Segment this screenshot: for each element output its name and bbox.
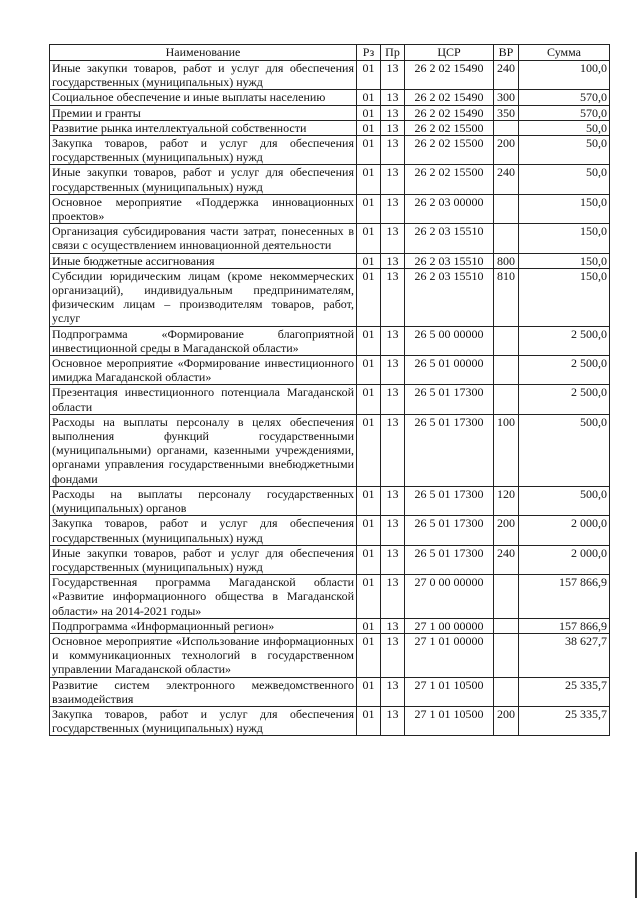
table-row [50,136,610,165]
cell-name: Закупка товаров, работ и услуг для обеспечения государственных (муниципальных) нужд [50,706,357,735]
cell-pr: 13 [381,326,405,355]
cell-pr: 13 [381,224,405,253]
cell-rz: 01 [357,545,381,574]
cell-csr: 26 2 03 15510 [405,253,494,268]
cell-sum: 2 000,0 [519,516,610,545]
cell-sum: 38 627,7 [519,633,610,677]
cell-pr: 13 [381,633,405,677]
table-row [50,90,610,105]
cell-pr: 13 [381,120,405,135]
cell-name: Государственная программа Магаданской области «Развитие информационного общества в Магаданской области» на 2014-2021 годы» [50,575,357,619]
table-row [50,224,610,253]
table-row [50,268,610,326]
cell-pr: 13 [381,356,405,385]
cell-rz: 01 [357,194,381,223]
cell-vr: 240 [494,61,519,90]
table-row [50,61,610,90]
cell-sum: 50,0 [519,120,610,135]
cell-csr: 26 5 01 17300 [405,385,494,414]
cell-name: Организация субсидирования части затрат, понесенных в связи с осуществлением инновационной деятельности [50,224,357,253]
cell-csr: 26 2 02 15500 [405,120,494,135]
cell-name: Премии и гранты [50,105,357,120]
cell-name: Основное мероприятие «Использование информационных и коммуникационных технологий в государственном управлении Магаданской области» [50,633,357,677]
cell-sum: 570,0 [519,105,610,120]
header-sum: Сумма [519,45,610,61]
cell-csr: 26 2 03 15510 [405,268,494,326]
cell-sum: 2 000,0 [519,545,610,574]
table-row [50,677,610,706]
cell-vr [494,677,519,706]
cell-rz: 01 [357,165,381,194]
header-rz: Рз [357,45,381,61]
cell-vr [494,356,519,385]
table-row [50,253,610,268]
cell-sum: 150,0 [519,268,610,326]
cell-name: Закупка товаров, работ и услуг для обеспечения государственных (муниципальных) нужд [50,136,357,165]
cell-vr [494,385,519,414]
table-row [50,486,610,515]
table-row [50,706,610,735]
header-csr: ЦСР [405,45,494,61]
cell-rz: 01 [357,224,381,253]
cell-csr: 26 2 03 15510 [405,224,494,253]
cell-vr: 120 [494,486,519,515]
table-row [50,194,610,223]
cell-csr: 26 5 01 17300 [405,545,494,574]
header-pr: Пр [381,45,405,61]
cell-vr [494,326,519,355]
cell-csr: 26 5 00 00000 [405,326,494,355]
cell-pr: 13 [381,486,405,515]
cell-sum: 25 335,7 [519,677,610,706]
cell-rz: 01 [357,105,381,120]
cell-pr: 13 [381,90,405,105]
cell-rz: 01 [357,706,381,735]
cell-vr: 800 [494,253,519,268]
cell-sum: 2 500,0 [519,326,610,355]
cell-csr: 27 1 01 10500 [405,677,494,706]
table-row [50,414,610,486]
cell-csr: 26 2 02 15500 [405,136,494,165]
cell-csr: 26 2 02 15500 [405,165,494,194]
cell-sum: 100,0 [519,61,610,90]
cell-name: Иные бюджетные ассигнования [50,253,357,268]
cell-pr: 13 [381,545,405,574]
cell-sum: 157 866,9 [519,618,610,633]
cell-sum: 50,0 [519,136,610,165]
cell-vr: 300 [494,90,519,105]
table-row [50,516,610,545]
cell-csr: 26 5 01 17300 [405,516,494,545]
table-row [50,165,610,194]
table-row [50,356,610,385]
cell-vr [494,194,519,223]
cell-pr: 13 [381,516,405,545]
cell-rz: 01 [357,268,381,326]
cell-pr: 13 [381,268,405,326]
cell-pr: 13 [381,194,405,223]
cell-csr: 26 5 01 00000 [405,356,494,385]
cell-csr: 26 2 02 15490 [405,105,494,120]
cell-sum: 150,0 [519,194,610,223]
table-row [50,633,610,677]
cell-name: Подпрограмма «Формирование благоприятной инвестиционной среды в Магаданской области» [50,326,357,355]
cell-name: Расходы на выплаты персоналу государственных (муниципальных) органов [50,486,357,515]
table-row [50,575,610,619]
table-row [50,545,610,574]
cell-csr: 26 2 02 15490 [405,61,494,90]
cell-rz: 01 [357,677,381,706]
cell-pr: 13 [381,253,405,268]
cell-sum: 150,0 [519,253,610,268]
cell-rz: 01 [357,575,381,619]
cell-rz: 01 [357,120,381,135]
cell-name: Основное мероприятие «Поддержка инновационных проектов» [50,194,357,223]
cell-csr: 26 5 01 17300 [405,486,494,515]
cell-sum: 25 335,7 [519,706,610,735]
cell-sum: 2 500,0 [519,385,610,414]
cell-name: Субсидии юридическим лицам (кроме некоммерческих организаций), индивидуальным предпринимателям, физическим лицам – производителям товаров, работ, услуг [50,268,357,326]
cell-rz: 01 [357,356,381,385]
cell-name: Иные закупки товаров, работ и услуг для обеспечения государственных (муниципальных) нужд [50,165,357,194]
cell-name: Расходы на выплаты персоналу в целях обеспечения выполнения функций государственными (муниципальными) органами, казенными учреждениями, органами управления государственными внебюджетными фондами [50,414,357,486]
cell-sum: 500,0 [519,414,610,486]
cell-rz: 01 [357,136,381,165]
cell-pr: 13 [381,677,405,706]
cell-vr [494,633,519,677]
cell-sum: 500,0 [519,486,610,515]
cell-pr: 13 [381,105,405,120]
cell-name: Развитие систем электронного межведомственного взаимодействия [50,677,357,706]
cell-vr: 350 [494,105,519,120]
cell-pr: 13 [381,136,405,165]
table-row [50,105,610,120]
cell-rz: 01 [357,90,381,105]
cell-csr: 26 5 01 17300 [405,414,494,486]
cell-pr: 13 [381,706,405,735]
cell-csr: 26 2 03 00000 [405,194,494,223]
cell-csr: 27 0 00 00000 [405,575,494,619]
scan-edge-mark [635,852,637,898]
cell-vr [494,224,519,253]
cell-rz: 01 [357,516,381,545]
cell-vr: 240 [494,165,519,194]
table-row [50,618,610,633]
cell-name: Социальное обеспечение и иные выплаты населению [50,90,357,105]
cell-sum: 157 866,9 [519,575,610,619]
cell-name: Иные закупки товаров, работ и услуг для обеспечения государственных (муниципальных) нужд [50,545,357,574]
table-header-row [50,45,610,61]
cell-pr: 13 [381,618,405,633]
cell-rz: 01 [357,486,381,515]
cell-csr: 27 1 00 00000 [405,618,494,633]
cell-rz: 01 [357,61,381,90]
cell-vr: 200 [494,516,519,545]
cell-vr: 100 [494,414,519,486]
cell-name: Подпрограмма «Информационный регион» [50,618,357,633]
cell-sum: 2 500,0 [519,356,610,385]
cell-rz: 01 [357,253,381,268]
cell-sum: 150,0 [519,224,610,253]
cell-pr: 13 [381,414,405,486]
table-row [50,120,610,135]
cell-vr: 810 [494,268,519,326]
cell-rz: 01 [357,633,381,677]
table-row [50,326,610,355]
cell-rz: 01 [357,414,381,486]
cell-rz: 01 [357,385,381,414]
cell-vr [494,618,519,633]
header-name: Наименование [50,45,357,61]
cell-name: Основное мероприятие «Формирование инвестиционного имиджа Магаданской области» [50,356,357,385]
cell-name: Закупка товаров, работ и услуг для обеспечения государственных (муниципальных) нужд [50,516,357,545]
cell-pr: 13 [381,165,405,194]
budget-table [49,44,610,736]
cell-rz: 01 [357,618,381,633]
cell-vr: 200 [494,706,519,735]
cell-pr: 13 [381,385,405,414]
cell-csr: 26 2 02 15490 [405,90,494,105]
header-vr: ВР [494,45,519,61]
cell-vr: 200 [494,136,519,165]
cell-name: Развитие рынка интеллектуальной собственности [50,120,357,135]
cell-name: Презентация инвестиционного потенциала Магаданской области [50,385,357,414]
cell-csr: 27 1 01 10500 [405,706,494,735]
table-row [50,385,610,414]
cell-vr [494,120,519,135]
cell-csr: 27 1 01 00000 [405,633,494,677]
cell-rz: 01 [357,326,381,355]
cell-vr: 240 [494,545,519,574]
cell-name: Иные закупки товаров, работ и услуг для обеспечения государственных (муниципальных) нужд [50,61,357,90]
cell-sum: 570,0 [519,90,610,105]
cell-pr: 13 [381,575,405,619]
cell-vr [494,575,519,619]
cell-sum: 50,0 [519,165,610,194]
cell-pr: 13 [381,61,405,90]
